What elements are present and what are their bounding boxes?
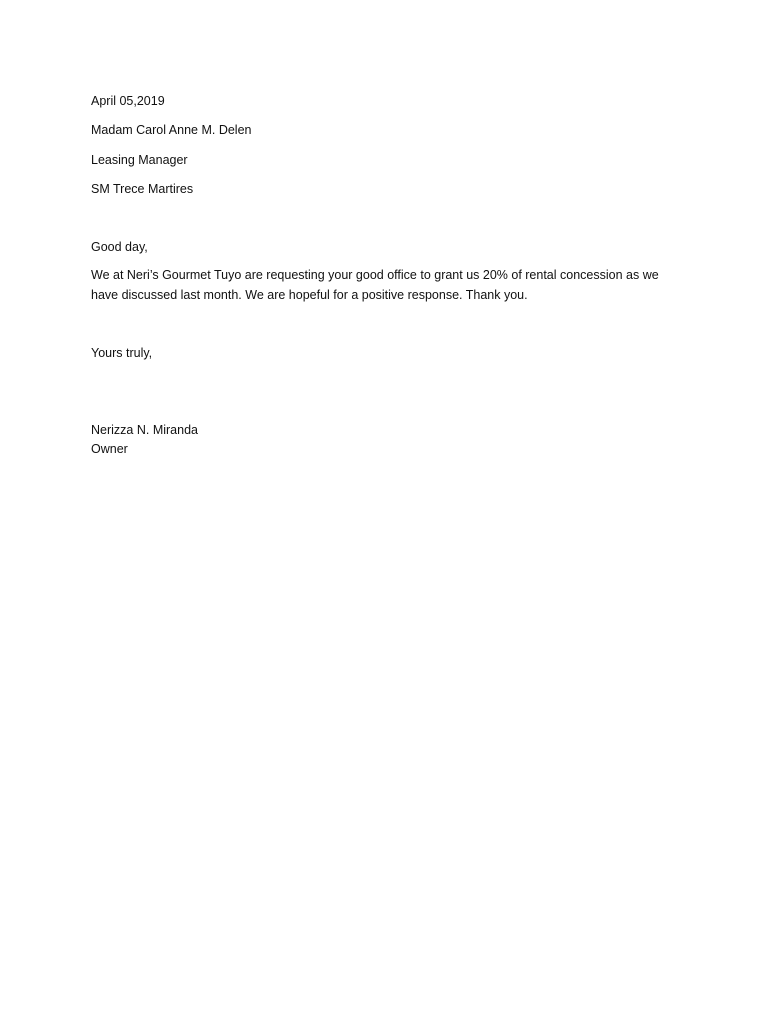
recipient-name: Madam Carol Anne M. Delen: [91, 123, 252, 137]
closing: Yours truly,: [91, 346, 153, 360]
body-line-1: We at Neri’s Gourmet Tuyo are requesting your good office to grant us 20% of rental concession as we: [91, 268, 659, 282]
body-line-2: have discussed last month. We are hopeful for a positive response. Thank you.: [91, 288, 528, 302]
recipient-title: Leasing Manager: [91, 153, 188, 167]
greeting: Good day,: [91, 240, 148, 254]
recipient-company: SM Trece Martires: [91, 182, 194, 196]
sender-name: Nerizza N. Miranda: [91, 423, 198, 437]
letter-date: April 05,2019: [91, 94, 165, 108]
sender-title: Owner: [91, 442, 128, 456]
